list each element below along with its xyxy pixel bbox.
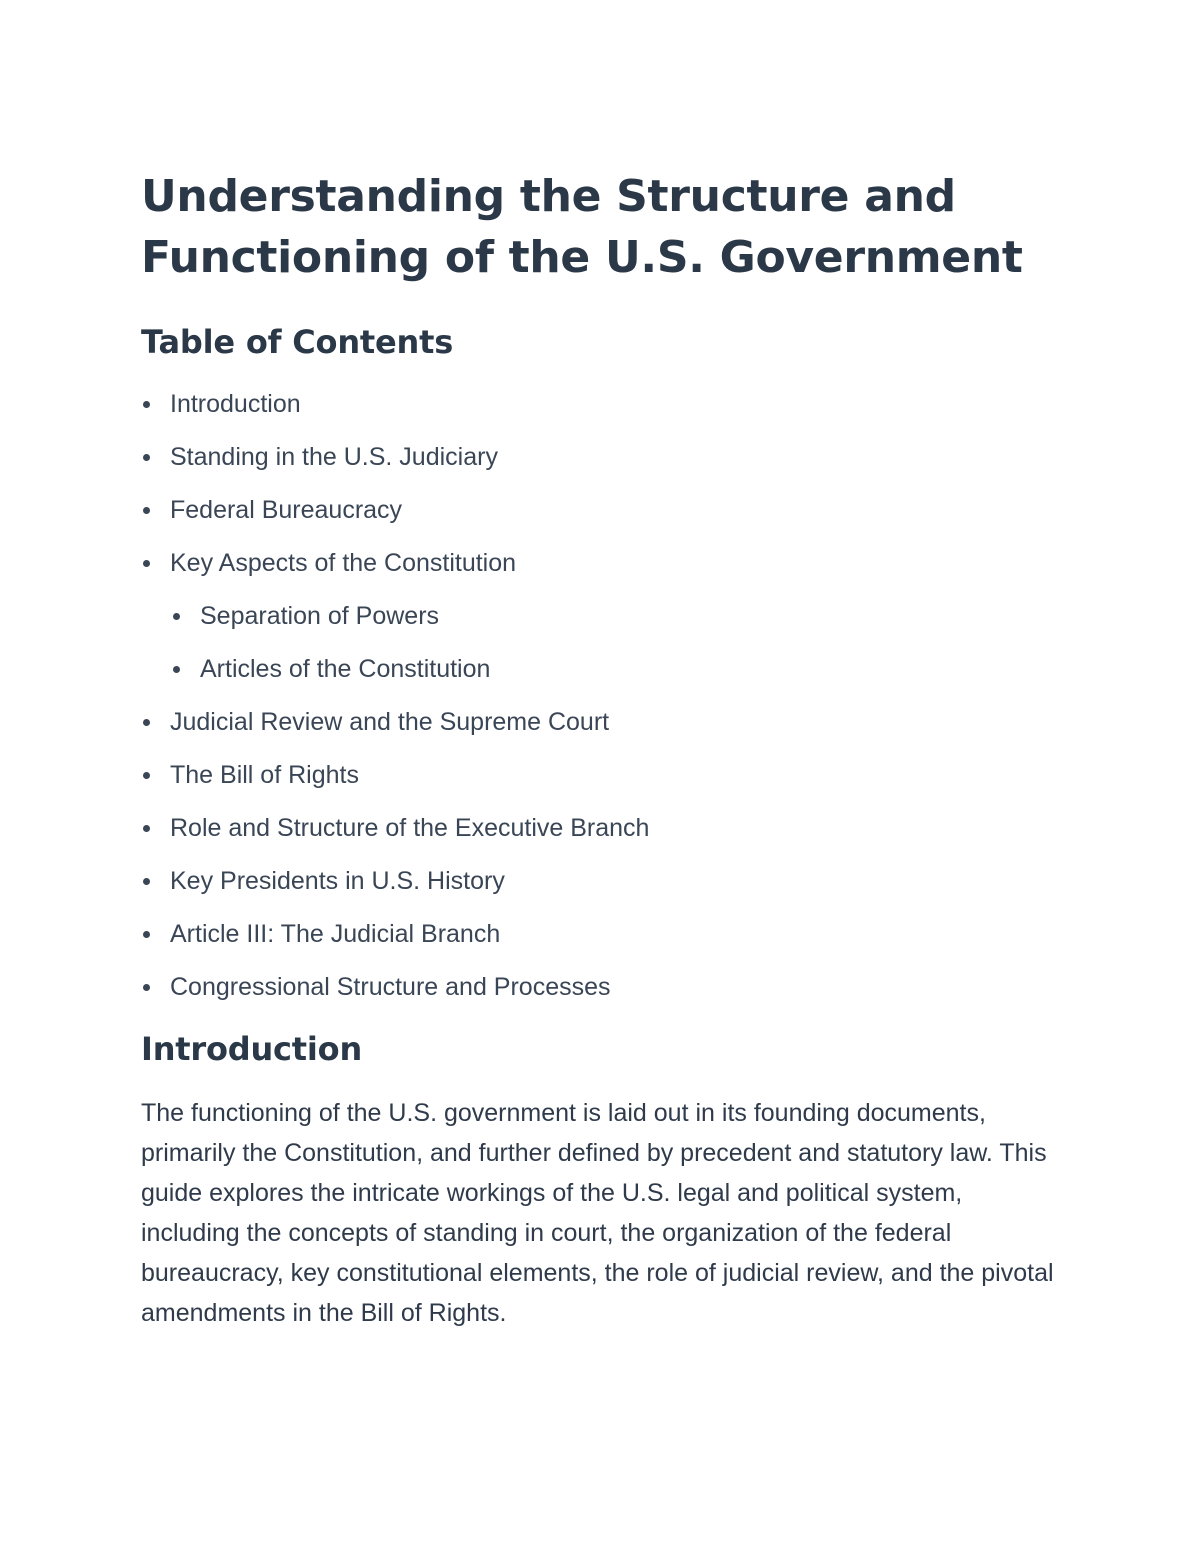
bullet-icon: [143, 825, 150, 832]
toc-item: [141, 761, 1061, 789]
toc-item: [141, 867, 1061, 895]
bullet-icon: [143, 931, 150, 938]
toc-item: [141, 496, 1061, 524]
bullet-icon: [173, 666, 180, 673]
toc-item: [141, 390, 1061, 418]
toc-heading: Table of Contents: [141, 323, 454, 361]
toc-item: [141, 814, 1061, 842]
toc-item: [141, 549, 1061, 577]
bullet-icon: [143, 401, 150, 408]
toc-subitem: [141, 655, 1061, 683]
toc-link-introduction[interactable]: Introduction: [170, 390, 301, 418]
document-title: Understanding the Structure and Functioning of the U.S. Government: [141, 171, 1023, 283]
toc-link-judicial-review[interactable]: Judicial Review and the Supreme Court: [170, 708, 610, 736]
introduction-paragraph: The functioning of the U.S. government is laid out in its founding documents, primarily the Constitution, and further defined by precedent and statutory law. This guide explores the intricate workings of the U.S. legal and political system, including the concepts of standing in court, the organization of the federal bureaucracy, key constitutional elements, the role of judicial review, and the pivotal amendments in the Bill of Rights.: [141, 1099, 1054, 1327]
bullet-icon: [143, 507, 150, 514]
toc-item: [141, 920, 1061, 948]
toc-link-congressional-structure[interactable]: Congressional Structure and Processes: [170, 973, 611, 1001]
toc-link-key-presidents[interactable]: Key Presidents in U.S. History: [170, 867, 505, 895]
toc-item: [141, 443, 1061, 471]
toc-link-standing[interactable]: Standing in the U.S. Judiciary: [170, 443, 498, 471]
bullet-icon: [143, 984, 150, 991]
toc-subitem: [141, 602, 1061, 630]
toc-link-article-iii[interactable]: Article III: The Judicial Branch: [170, 920, 501, 948]
toc-link-separation-of-powers[interactable]: Separation of Powers: [200, 602, 440, 630]
bullet-icon: [143, 878, 150, 885]
bullet-icon: [143, 719, 150, 726]
introduction-heading: Introduction: [141, 1030, 363, 1068]
bullet-icon: [143, 560, 150, 567]
table-of-contents: [141, 390, 1061, 1001]
toc-link-articles[interactable]: Articles of the Constitution: [200, 655, 491, 683]
toc-item: [141, 708, 1061, 736]
toc-item: [141, 973, 1061, 1001]
bullet-icon: [173, 613, 180, 620]
bullet-icon: [143, 772, 150, 779]
bullet-icon: [143, 454, 150, 461]
document-page: [141, 166, 1061, 1333]
toc-link-executive-branch[interactable]: Role and Structure of the Executive Branch: [170, 814, 650, 842]
toc-link-federal-bureaucracy[interactable]: Federal Bureaucracy: [170, 496, 403, 524]
toc-link-bill-of-rights[interactable]: The Bill of Rights: [170, 761, 359, 789]
toc-link-key-aspects[interactable]: Key Aspects of the Constitution: [170, 549, 517, 577]
